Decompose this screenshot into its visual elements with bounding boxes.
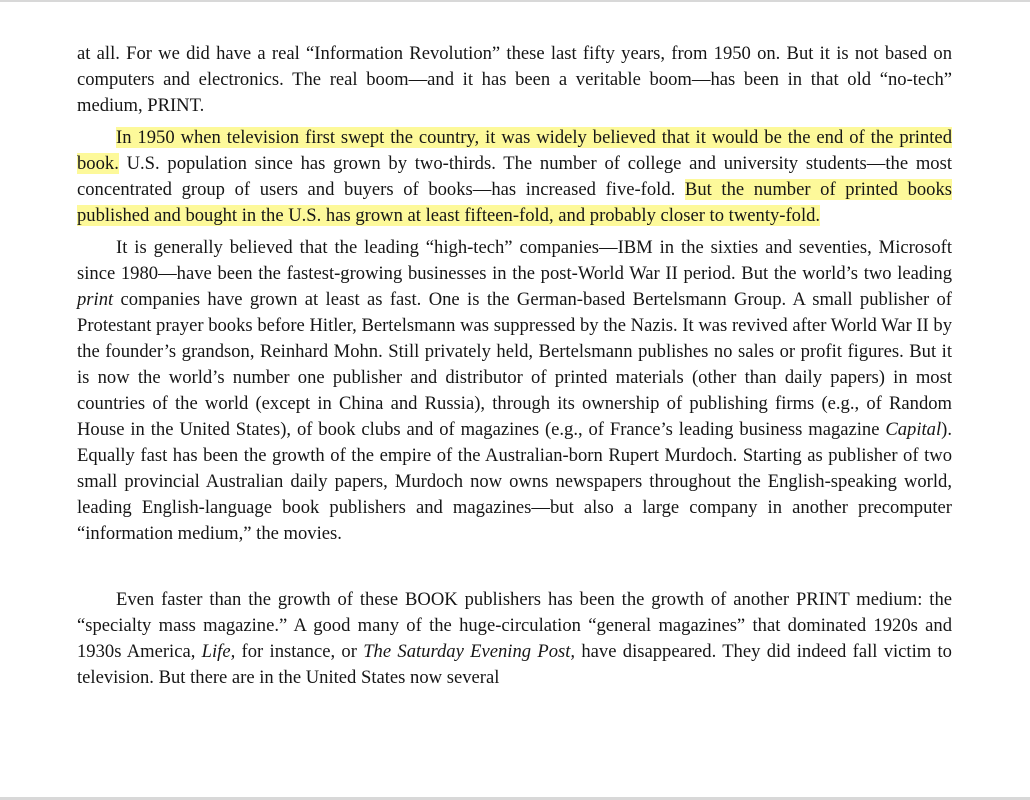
paragraph-4 [77,587,952,691]
text-run: It is generally believed that the leading “high-tech” companies—IBM in the sixties and seventies, Microsoft since 1980—have been the fastest-growing businesses in the post-World War II period. But the world’s two leading [77,237,952,284]
top-page-border [0,0,1030,2]
text-run: have disappeared. They did indeed fall victim to television. But there are in the United States now several [77,641,952,688]
italic-text: Capital [885,419,942,440]
text-run: at all. For we did have a real “Information Revolution” these last fifty years, from 1950 on. But it is not based on computers and electronics. The real boom—and it has been a veritable boom—has been in that old “no-tech” medium, PRINT. [77,43,952,116]
text-run: Even faster than the growth of these BOOK publishers has been the growth of another PRINT medium: the “specialty mass magazine.” A good many of the huge-circulation “general magazines” that dominated 1920s and 1930s America, [77,589,952,662]
paragraph-2 [77,125,952,229]
paragraph-3 [77,235,952,547]
italic-text: Life, [201,641,236,662]
text-run: companies have grown at least as fast. One is the German-based Bertelsmann Group. A small publisher of Protestant prayer books before Hitler, Bertelsmann was suppressed by the Nazis. It was revived after World War II by the founder’s grandson, Reinhard Mohn. Still privately held, Bertelsmann publishes no sales or profit figures. But it is now the world’s number one publisher and distributor of printed materials (other than daily papers) in most countries of the world (except in China and Russia), through its ownership of publishing firms (e.g., of Random House in the United States), of book clubs and of magazines (e.g., of France’s leading business magazine [77,289,952,440]
paragraph-1 [77,41,952,119]
highlighted-text: But the number of printed books published and bought in the U.S. has grown at least fifteen-fold, and probably closer to twenty-fold. [77,179,953,226]
highlighted-text: In 1950 when television first swept the country, it was widely believed that it would be the end of the printed book. [77,127,952,174]
text-run: U.S. population since has grown by two-thirds. The number of college and university students—the most concentrated group of users and buyers of books—has increased five-fold. [77,153,952,200]
text-run: for instance, or [235,641,364,662]
document-page [77,41,952,697]
italic-text: print [77,289,114,310]
text-run: ). Equally fast has been the growth of the empire of the Australian-born Rupert Murdoch. Starting as publisher of two small provincial Australian daily papers, Murdoch now owns newspapers throughout the English-speaking world, leading English-language book publishers and magazines—but also a large company in another precomputer “information medium,” the movies. [77,419,952,544]
italic-text: The Saturday Evening Post, [363,641,576,662]
